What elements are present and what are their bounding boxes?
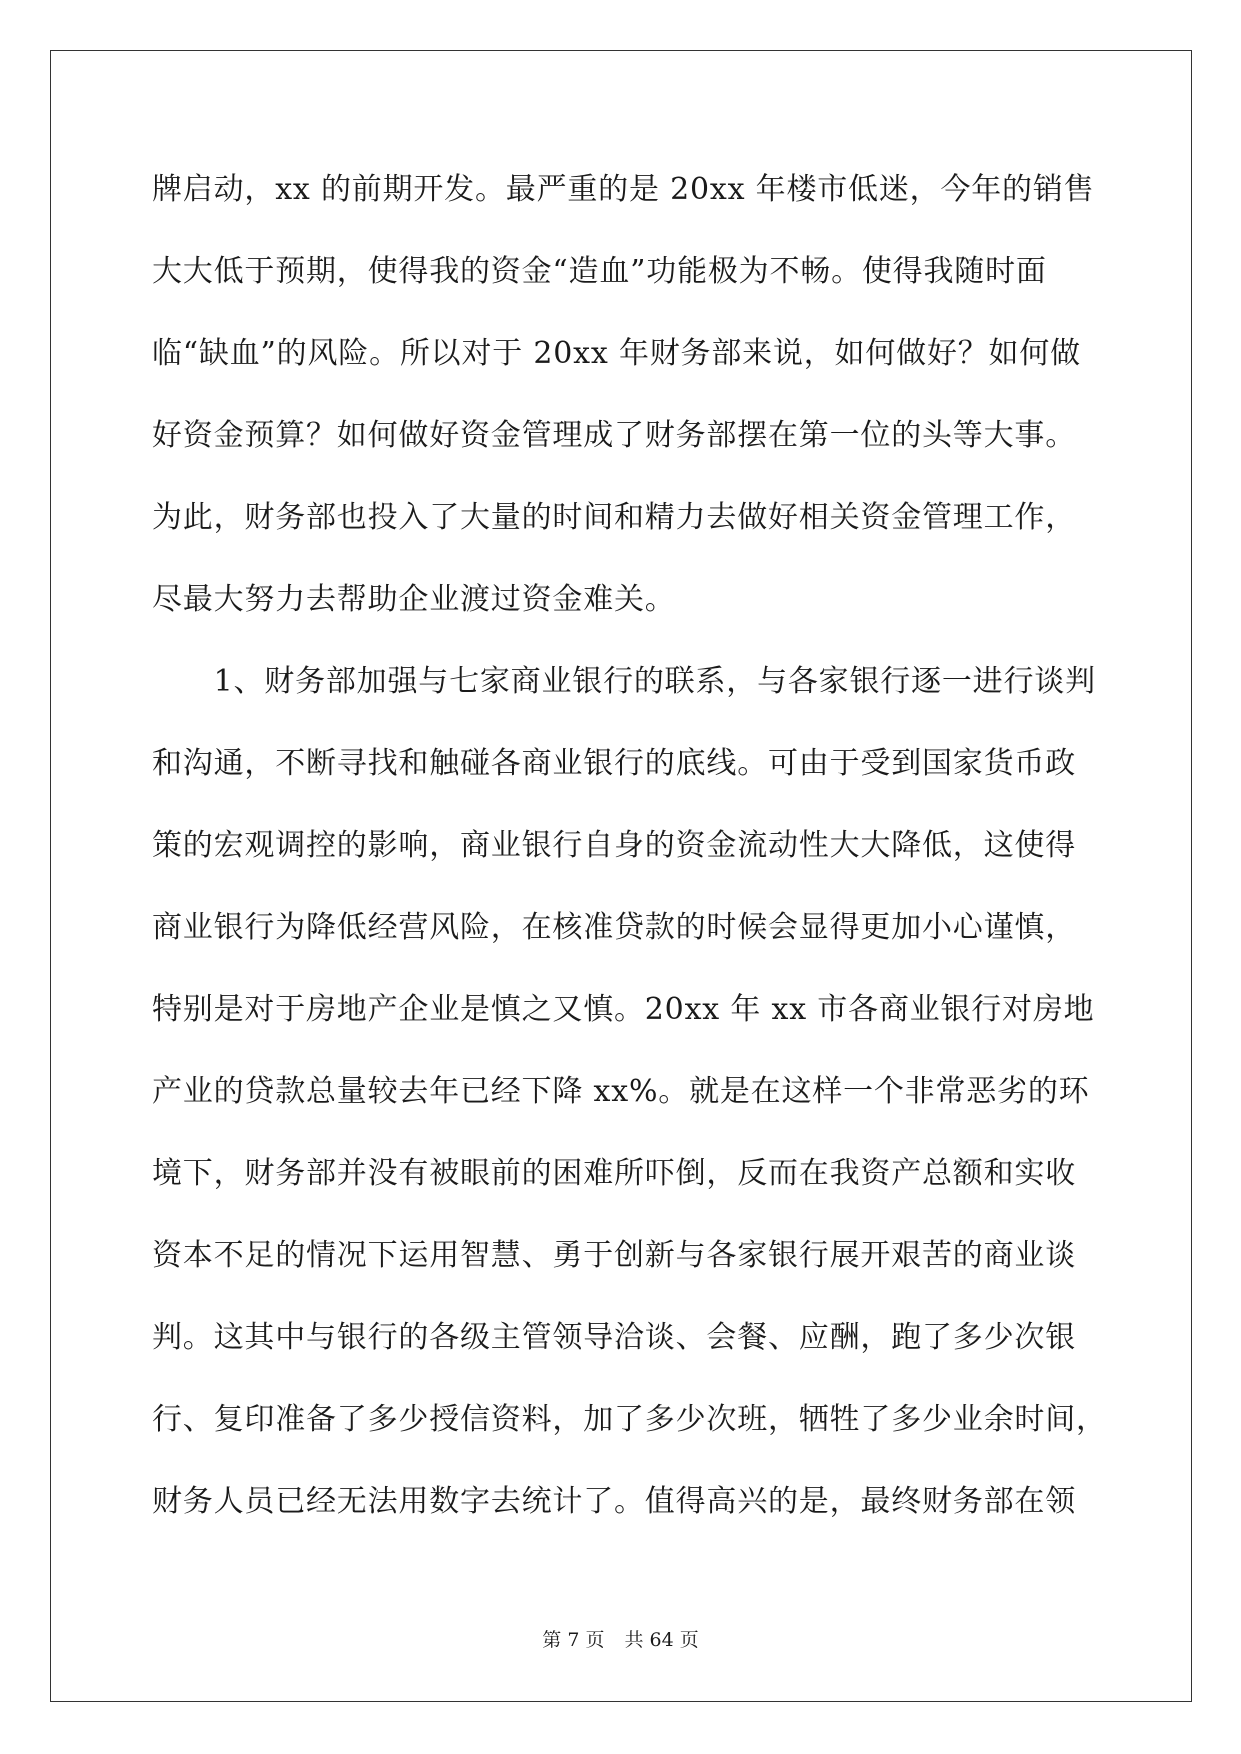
page-footer — [0, 1628, 1241, 1652]
text-line: 境下，财务部并没有被眼前的困难所吓倒，反而在我资产总额和实收 — [152, 1156, 1076, 1191]
text-line: 临“缺血”的风险。所以对于 20xx 年财务部来说，如何做好？如何做 — [152, 336, 1081, 371]
page-number: 第 7 页 — [542, 1629, 605, 1651]
text-line: 策的宏观调控的影响，商业银行自身的资金流动性大大降低，这使得 — [152, 828, 1076, 863]
text-line: 行、复印准备了多少授信资料，加了多少次班，牺牲了多少业余时间， — [152, 1402, 1107, 1437]
text-line: 和沟通，不断寻找和触碰各商业银行的底线。可由于受到国家货币政 — [152, 746, 1076, 781]
text-line: 产业的贷款总量较去年已经下降 xx%。就是在这样一个非常恶劣的环 — [152, 1074, 1090, 1109]
page-total: 共 64 页 — [624, 1629, 699, 1651]
text-line: 尽最大努力去帮助企业渡过资金难关。 — [152, 582, 676, 617]
text-line: 1、财务部加强与七家商业银行的联系，与各家银行逐一进行谈判 — [152, 664, 1096, 699]
text-line: 好资金预算？如何做好资金管理成了财务部摆在第一位的头等大事。 — [152, 418, 1076, 453]
document-body — [152, 160, 1107, 1554]
text-line: 资本不足的情况下运用智慧、勇于创新与各家银行展开艰苦的商业谈 — [152, 1238, 1076, 1273]
text-line: 财务人员已经无法用数字去统计了。值得高兴的是，最终财务部在领 — [152, 1484, 1076, 1519]
text-line: 牌启动，xx 的前期开发。最严重的是 20xx 年楼市低迷，今年的销售 — [152, 172, 1095, 207]
text-line: 为此，财务部也投入了大量的时间和精力去做好相关资金管理工作， — [152, 500, 1076, 535]
text-line: 大大低于预期，使得我的资金“造血”功能极为不畅。使得我随时面 — [152, 254, 1047, 289]
text-line: 商业银行为降低经营风险，在核准贷款的时候会显得更加小心谨慎， — [152, 910, 1076, 945]
text-line: 特别是对于房地产企业是慎之又慎。20xx 年 xx 市各商业银行对房地 — [152, 992, 1095, 1027]
text-line: 判。这其中与银行的各级主管领导洽谈、会餐、应酬，跑了多少次银 — [152, 1320, 1076, 1355]
